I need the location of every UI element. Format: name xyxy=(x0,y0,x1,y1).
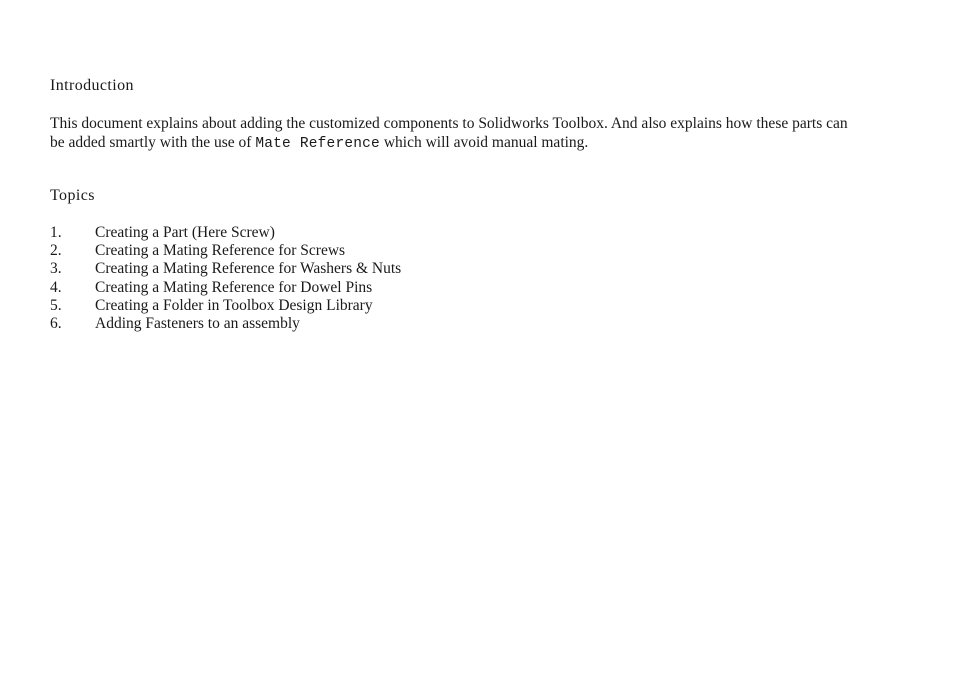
list-item-number: 5. xyxy=(50,296,62,314)
paragraph-line-1: This document explains about adding the customized components to Solidworks Toolbox. And also explains how these parts can xyxy=(50,115,848,132)
list-item-number: 6. xyxy=(50,315,62,333)
list-item xyxy=(50,242,910,260)
paragraph-line-2 xyxy=(50,134,910,154)
list-item xyxy=(50,315,910,333)
list-item-label: Creating a Mating Reference for Screws xyxy=(95,242,346,260)
list-item-number: 2. xyxy=(50,242,62,260)
list-item xyxy=(50,297,910,315)
paragraph-line2-text-after: which will avoid manual mating. xyxy=(379,133,589,151)
list-item-label: Creating a Mating Reference for Dowel Pins xyxy=(95,278,373,296)
list-item-number: 3. xyxy=(50,260,62,278)
list-item-number: 4. xyxy=(50,278,62,296)
list-item-label: Creating a Mating Reference for Washers & Nuts xyxy=(95,260,402,278)
topics-heading: Topics xyxy=(50,187,95,204)
list-item-label: Adding Fasteners to an assembly xyxy=(95,315,300,333)
intro-paragraph xyxy=(50,115,910,153)
list-item-label: Creating a Folder in Toolbox Design Library xyxy=(95,296,373,314)
mate-reference-code-text: Mate Reference xyxy=(255,135,380,152)
topics-list xyxy=(50,224,910,333)
list-item-label: Creating a Part (Here Screw) xyxy=(95,224,275,241)
list-item xyxy=(50,260,910,278)
list-item xyxy=(50,224,910,242)
paragraph-line2-text-before: be added smartly with the use of xyxy=(50,133,256,151)
intro-heading: Introduction xyxy=(50,77,134,94)
list-item-number: 1. xyxy=(50,224,62,241)
list-item xyxy=(50,279,910,297)
